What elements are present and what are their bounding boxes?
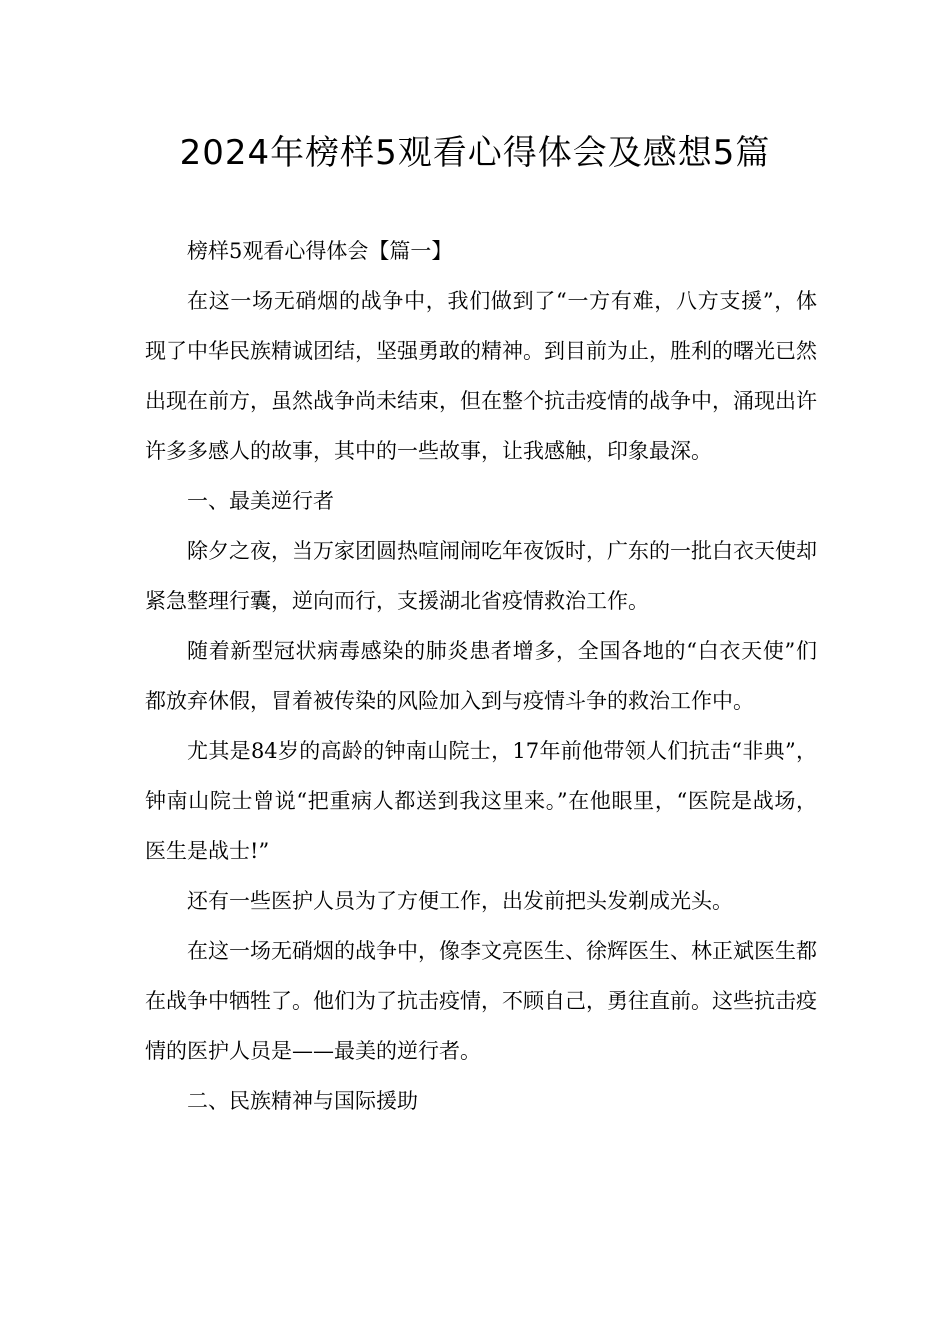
subheading-national-spirit: 二、民族精神与国际援助 (187, 1089, 418, 1113)
subheading-most-beautiful-retrograde: 一、最美逆行者 (187, 489, 334, 513)
document-body (145, 226, 817, 1126)
paragraph: 在这一场无硝烟的战争中，我们做到了“一方有难，八方支援”，体现了中华民族精诚团结，坚强勇敢的精神。到目前为止，胜利的曙光已然出现在前方，虽然战争尚未结束，但在整个抗击疫情的战争中，涌现出许许多多感人的故事，其中的一些故事，让我感触，印象最深。 (145, 289, 817, 463)
paragraph: 随着新型冠状病毒感染的肺炎患者增多，全国各地的“白衣天使”们都放弃休假，冒着被传染的风险加入到与疫情斗争的救治工作中。 (145, 639, 817, 713)
document-title: 2024年榜样5观看心得体会及感想5篇 (179, 133, 771, 173)
paragraph: 除夕之夜，当万家团圆热喧闹闹吃年夜饭时，广东的一批白衣天使却紧急整理行囊，逆向而行，支援湖北省疫情救治工作。 (145, 539, 817, 613)
paragraph: 尤其是84岁的高龄的钟南山院士，17年前他带领人们抗击“非典”，钟南山院士曾说“把重病人都送到我这里来。”在他眼里，“医院是战场，医生是战士!” (145, 739, 817, 863)
paragraph: 在这一场无硝烟的战争中，像李文亮医生、徐辉医生、林正斌医生都在战争中牺牲了。他们为了抗击疫情，不顾自己，勇往直前。这些抗击疫情的医护人员是——最美的逆行者。 (145, 939, 817, 1063)
section-heading-part-one: 榜样5观看心得体会【篇一】 (187, 239, 453, 263)
paragraph: 还有一些医护人员为了方便工作，出发前把头发剃成光头。 (187, 889, 733, 913)
